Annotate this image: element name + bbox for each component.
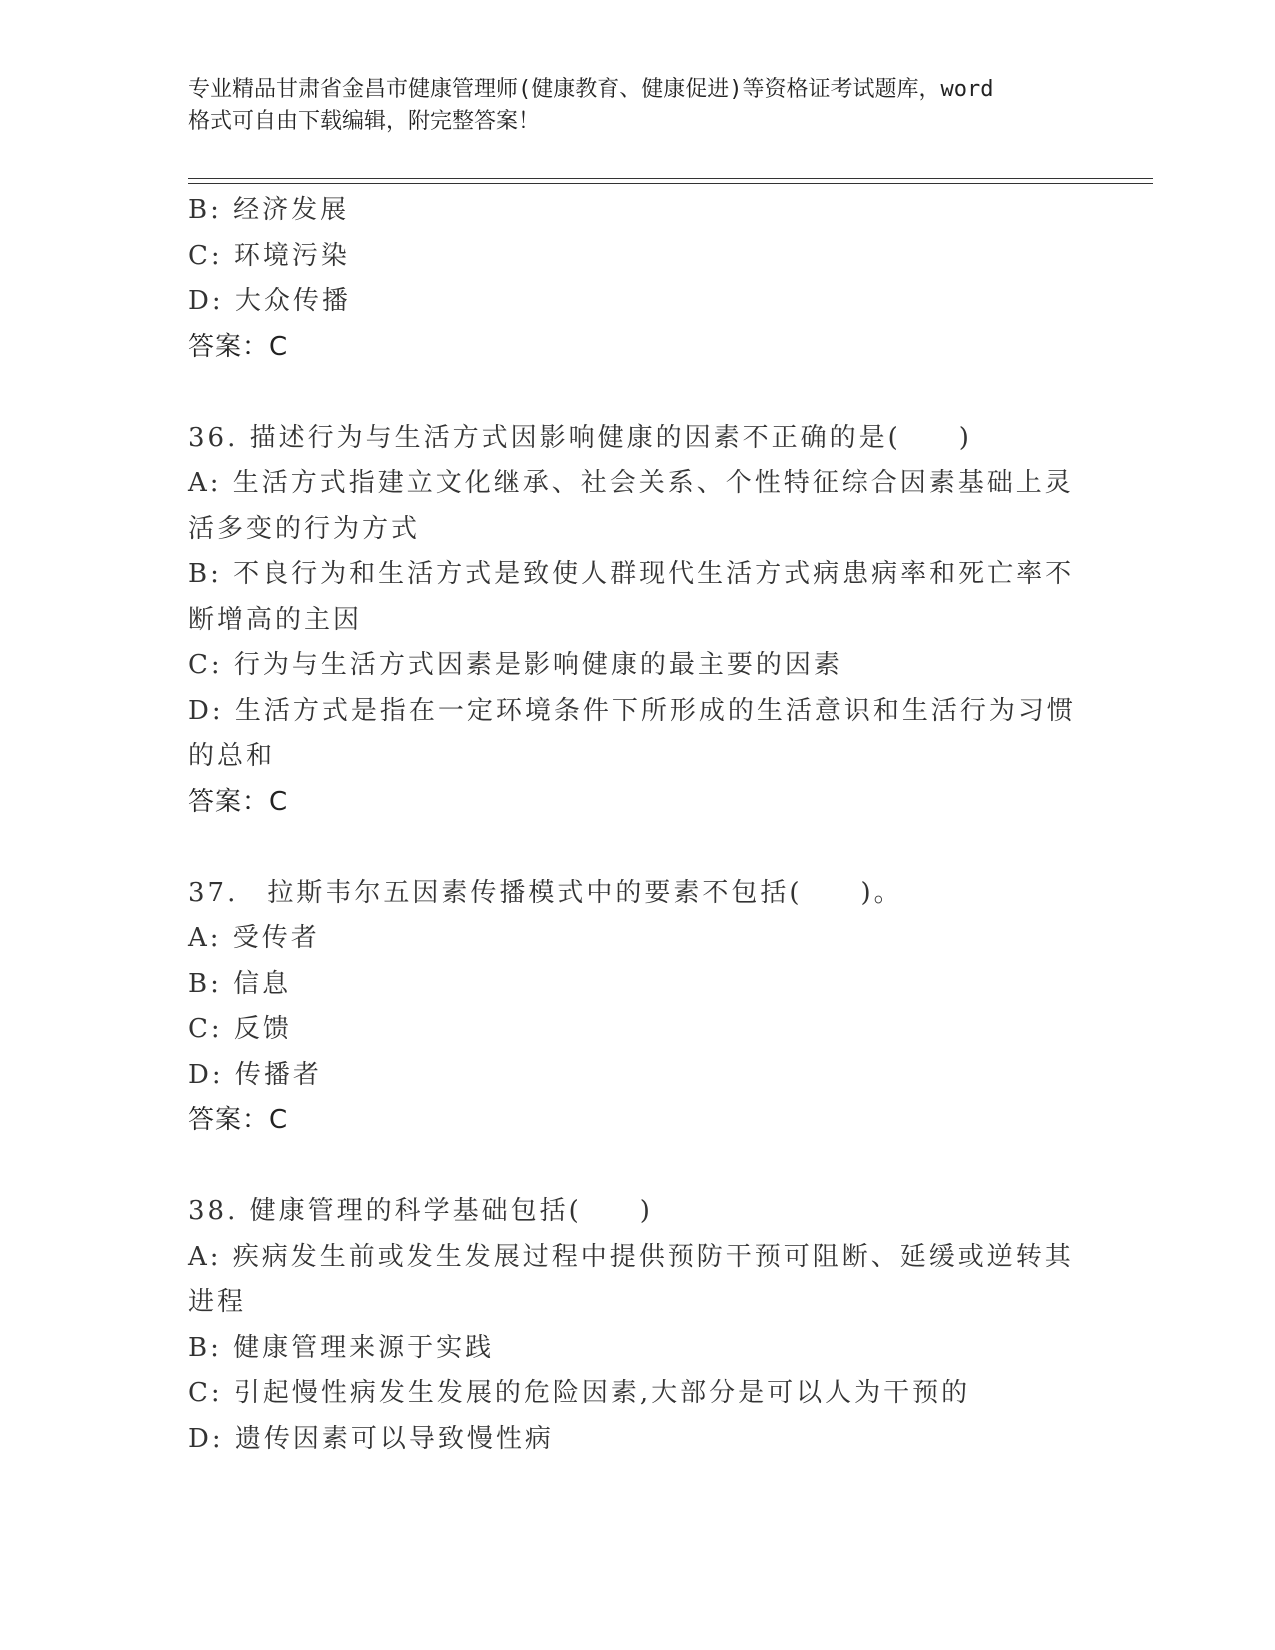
option-d-line-2: 的总和 — [188, 741, 276, 771]
option-a-line-1: A: 生活方式指建立文化继承、社会关系、个性特征综合因素基础上灵 — [188, 468, 1074, 498]
header-line-2: 格式可自由下载编辑，附完整答案！ — [188, 109, 541, 134]
option-a: A: 受传者 — [188, 923, 320, 953]
option-b-line-2: 断增高的主因 — [188, 604, 363, 635]
option-d: D: 传播者 — [188, 1059, 322, 1090]
question-38 — [188, 1189, 1088, 1462]
option-b-line-1: B: 不良行为和生活方式是致使人群现代生活方式病患病率和死亡率不 — [188, 559, 1075, 589]
spacer — [188, 370, 1088, 416]
option-c: C: 引起慢性病发生发展的危险因素,大部分是可以人为干预的 — [188, 1378, 971, 1408]
option-d: D: 大众传播 — [188, 286, 351, 316]
document-body — [188, 188, 1088, 1462]
option-a-line-2: 活多变的行为方式 — [188, 513, 421, 544]
question-35-tail — [188, 188, 1088, 370]
question-text: 38. 健康管理的科学基础包括( ) — [188, 1196, 653, 1226]
option-d: D: 遗传因素可以导致慢性病 — [188, 1423, 554, 1454]
spacer — [188, 1144, 1088, 1190]
header-line-1: 专业精品甘肃省金昌市健康管理师(健康教育、健康促进)等资格证考试题库，word — [188, 77, 994, 102]
answer-line: 答案：C — [188, 1105, 289, 1135]
option-b: B: 健康管理来源于实践 — [188, 1332, 495, 1363]
answer-line: 答案：C — [188, 331, 289, 362]
option-d-line-1: D: 生活方式是指在一定环境条件下所形成的生活意识和生活行为习惯 — [188, 695, 1076, 726]
answer-line: 答案：C — [188, 786, 289, 817]
page-header — [188, 74, 1088, 138]
header-divider-top — [188, 178, 1153, 179]
question-text: 37. 拉斯韦尔五因素传播模式中的要素不包括( )。 — [188, 877, 903, 908]
spacer — [188, 825, 1088, 871]
question-text: 36. 描述行为与生活方式因影响健康的因素不正确的是( ) — [188, 422, 972, 453]
option-b: B: 经济发展 — [188, 195, 350, 225]
option-a-line-1: A: 疾病发生前或发生发展过程中提供预防干预可阻断、延缓或逆转其 — [188, 1241, 1074, 1272]
question-36 — [188, 416, 1088, 826]
question-37 — [188, 871, 1088, 1144]
option-c: C: 行为与生活方式因素是影响健康的最主要的因素 — [188, 650, 843, 680]
option-a-line-2: 进程 — [188, 1287, 247, 1317]
option-c: C: 环境污染 — [188, 240, 350, 271]
option-c: C: 反馈 — [188, 1014, 292, 1044]
option-b: B: 信息 — [188, 968, 292, 999]
header-divider-bottom — [188, 183, 1153, 184]
